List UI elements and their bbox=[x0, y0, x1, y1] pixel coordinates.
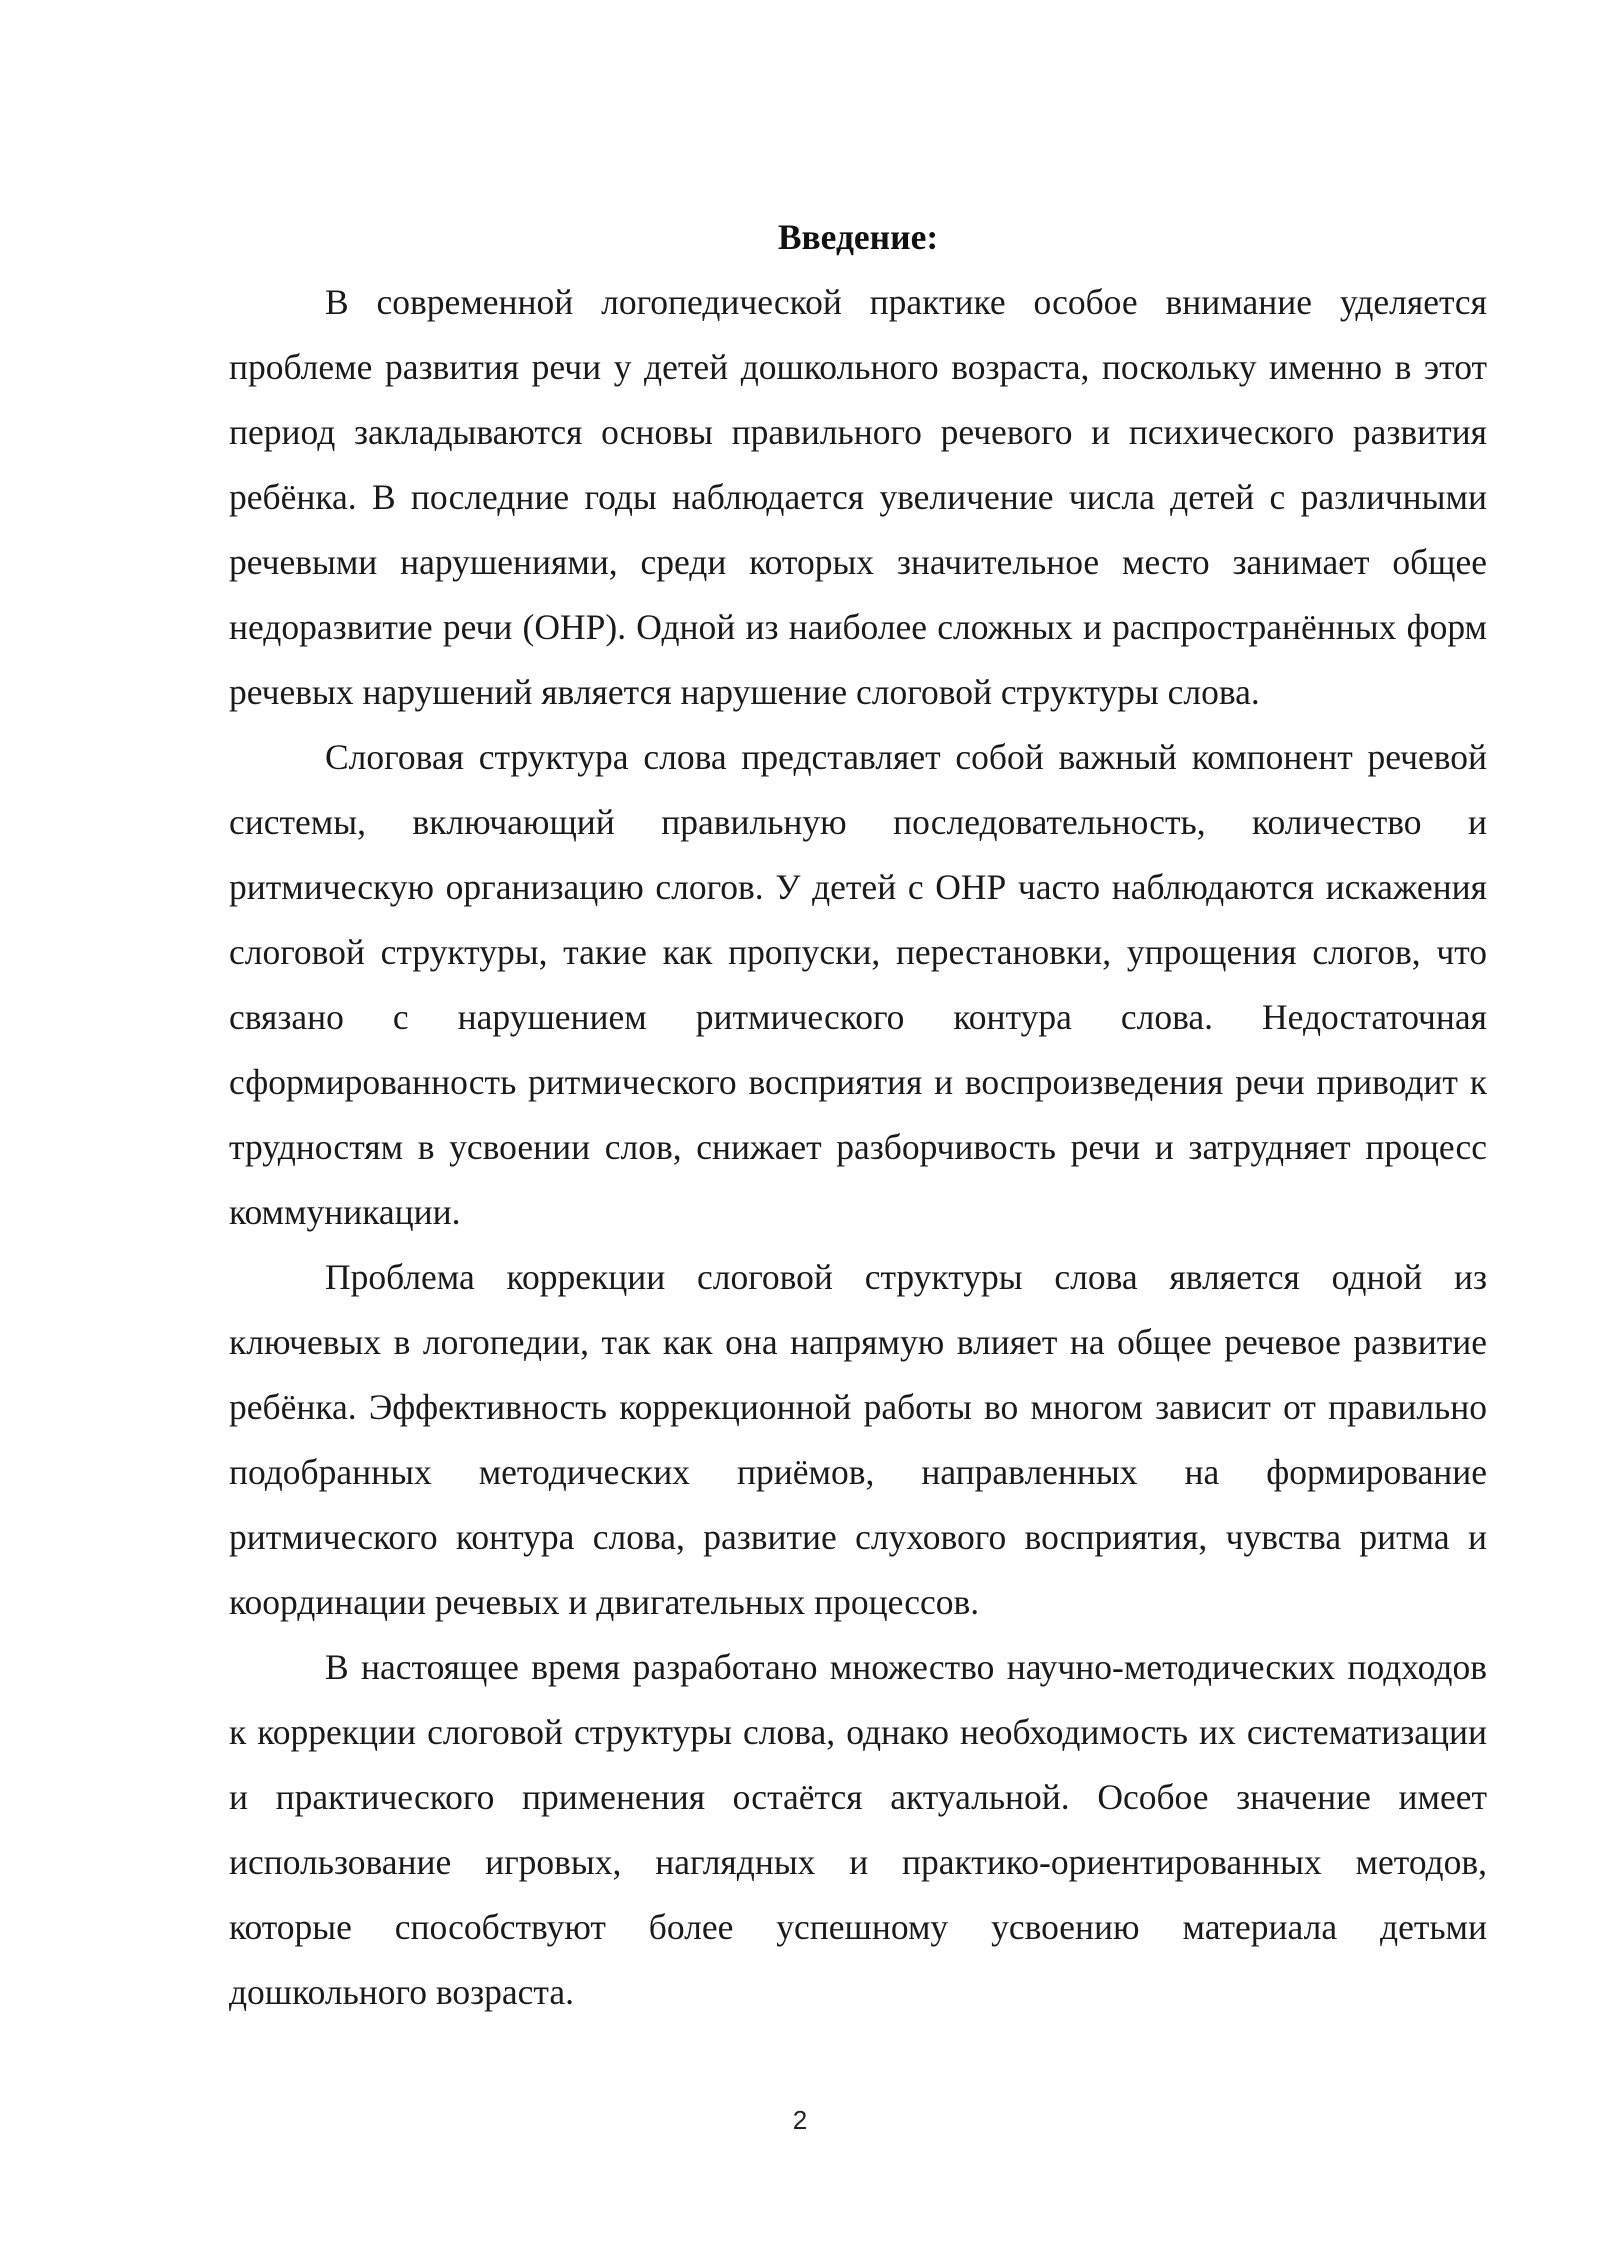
page-number: 2 bbox=[792, 2105, 808, 2135]
page-body bbox=[229, 205, 1487, 2025]
section-title: Введение: bbox=[777, 217, 939, 257]
paragraph-2: Слоговая структура слова представляет собой важный компонент речевой системы, включающий правильную последовательность, количество и ритмическую организацию слогов. У детей с ОНР часто наблюдаются искажения слоговой структуры, такие как пропуски, перестановки, упрощения слогов, что связано с нарушением ритмического контура слова. Недостаточная сформированность ритмического восприятия и воспроизведения речи приводит к трудностям в усвоении слов, снижает разборчивость речи и затрудняет процесс коммуникации. bbox=[229, 737, 1487, 1232]
paragraph-3: Проблема коррекции слоговой структуры слова является одной из ключевых в логопедии, так как она напрямую влияет на общее речевое развитие ребёнка. Эффективность коррекционной работы во многом зависит от правильно подобранных методических приёмов, направленных на формирование ритмического контура слова, развитие слухового восприятия, чувства ритма и координации речевых и двигательных процессов. bbox=[229, 1257, 1487, 1622]
paragraph-1: В современной логопедической практике особое внимание уделяется проблеме развития речи у детей дошкольного возраста, поскольку именно в этот период закладываются основы правильного речевого и психического развития ребёнка. В последние годы наблюдается увеличение числа детей с различными речевыми нарушениями, среди которых значительное место занимает общее недоразвитие речи (ОНР). Одной из наиболее сложных и распространённых форм речевых нарушений является нарушение слоговой структуры слова. bbox=[229, 282, 1487, 712]
paragraph-4: В настоящее время разработано множество научно-методических подходов к коррекции слоговой структуры слова, однако необходимость их систематизации и практического применения остаётся актуальной. Особое значение имеет использование игровых, наглядных и практико-ориентированных методов, которые способствуют более успешному усвоению материала детьми дошкольного возраста. bbox=[229, 1647, 1487, 2012]
